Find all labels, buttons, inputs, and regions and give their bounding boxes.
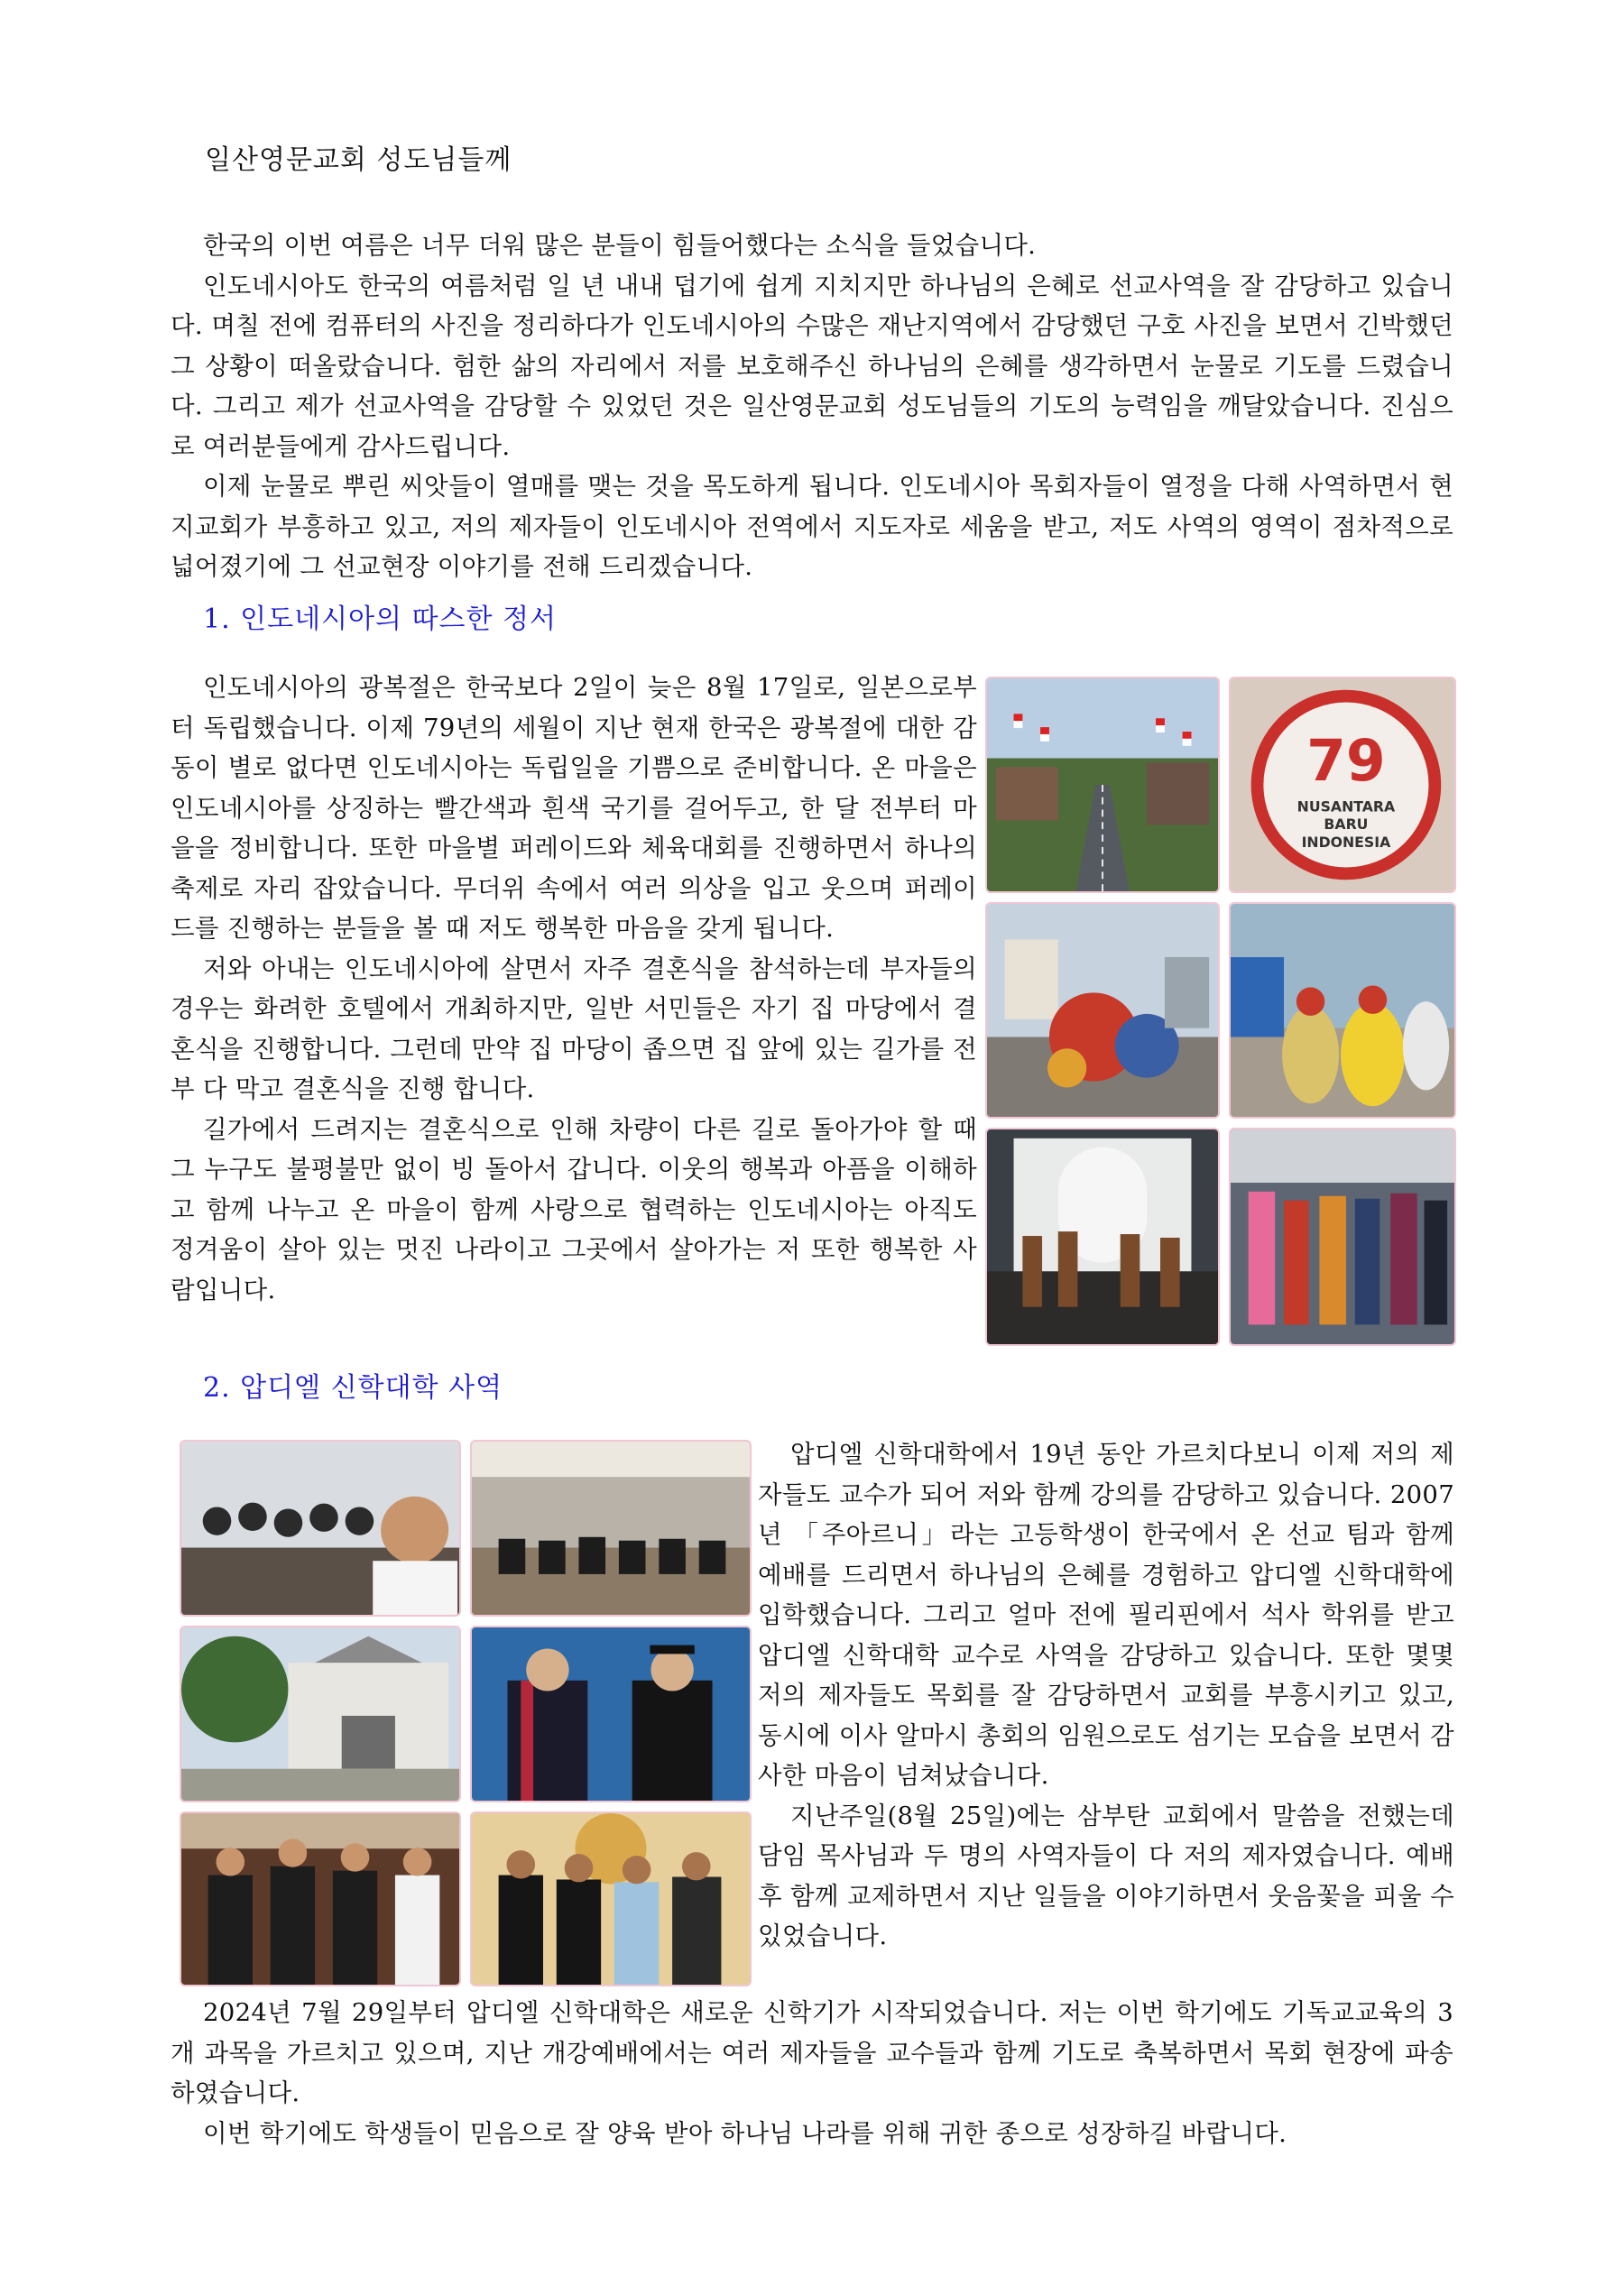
closing-text <box>171 1993 1453 2153</box>
kneeling-ceremony-photo <box>470 1440 752 1617</box>
closing-paragraph: 이번 학기에도 학생들이 믿음으로 잘 양육 받아 하나님 나라를 위해 귀한 종으로 성장하길 바랍니다. <box>203 2118 1287 2148</box>
section-2-paragraph: 지난주일(8월 25일)에는 삼부탄 교회에서 말씀을 전했는데 담임 목사님과 두 명의 사역자들이 다 저의 제자였습니다. 예배 후 함께 교제하면서 지난 일들을 이야기하면서 웃음꽃을 피울 수 있었습니다. <box>758 1801 1454 1950</box>
section-1-paragraph: 인도네시아의 광복절은 한국보다 2일이 늦은 8월 17일로, 일본으로부터 독립했습니다. 이제 79년의 세월이 지난 현재 한국은 광복절에 대한 감동이 별로 없다면 인도네시아는 독립일을 기쁨으로 준비합니다. 온 마을은 인도네시아를 상징하는 빨간색과 흰색 국기를 걸어두고, 한 달 전부터 마을을 정비합니다. 또한 마을별 퍼레이드와 체육대회를 진행하면서 하나의 축제로 자리 잡았습니다. 무더위 속에서 여러 의상을 입고 웃으며 퍼레이드를 진행하는 분들을 볼 때 저도 행복한 마음을 갖게 됩니다. <box>171 673 977 943</box>
wedding-guests-photo <box>1229 1128 1456 1346</box>
church-group-photo <box>180 1811 461 1986</box>
pastors-group-photo <box>470 1811 752 1986</box>
intro-paragraph: 한국의 이번 여름은 너무 더워 많은 분들이 힘들어했다는 소식을 들었습니다. <box>203 231 1037 260</box>
intro-text <box>171 226 1453 587</box>
village-street-flags-photo <box>985 677 1220 893</box>
parade-dancers-photo <box>1229 902 1456 1119</box>
students-selfie-photo <box>180 1440 461 1617</box>
graduation-gowns-photo <box>470 1626 752 1802</box>
section-2-text <box>758 1434 1454 1957</box>
intro-paragraph: 인도네시아도 한국의 여름처럼 일 년 내내 덥기에 쉽게 지치지만 하나님의 은혜로 선교사역을 잘 감당하고 있습니다. 며칠 전에 컴퓨터의 사진을 정리하다가 인도네시아의 수많은 재난지역에서 감당했던 구호 사진을 보면서 긴박했던 그 상황이 떠올랐습니다. 험한 삶의 자리에서 저를 보호해주신 하나님의 은혜를 생각하면서 눈물로 기도를 드렸습니다. 그리고 제가 선교사역을 감당할 수 있었던 것은 일산영문교회 성도님들의 기도의 능력임을 깨달았습니다. 진심으로 여러분들에게 감사드립니다. <box>171 271 1453 461</box>
wedding-stage-photo <box>985 1128 1220 1346</box>
logo-text-line: BARU <box>1324 816 1369 834</box>
nusantara-79-logo-photo <box>1229 677 1456 893</box>
logo-text-line: INDONESIA <box>1301 833 1391 851</box>
logo-number: 79 <box>1306 728 1386 795</box>
seminary-photo-collage <box>180 1440 752 1986</box>
section-1-heading: 1. 인도네시아의 따스한 정서 <box>203 604 558 635</box>
logo-text-line: NUSANTARA <box>1296 797 1396 816</box>
section-2-heading: 2. 압디엘 신학대학 사역 <box>203 1372 503 1404</box>
letter-greeting: 일산영문교회 성도님들께 <box>205 144 512 176</box>
section-1-paragraph: 저와 아내는 인도네시아에 살면서 자주 결혼식을 참석하는데 부자들의 경우는 화려한 호텔에서 개최하지만, 일반 서민들은 자기 집 마당에서 결혼식을 진행합니다. 그런데 만약 집 마당이 좁으면 집 앞에 있는 길가를 전부 다 막고 결혼식을 진행 합니다. <box>171 954 977 1103</box>
parade-costume-photo <box>985 902 1220 1119</box>
independence-photo-collage <box>985 677 1456 1346</box>
closing-paragraph: 2024년 7월 29일부터 압디엘 신학대학은 새로운 신학기가 시작되었습니다. 저는 이번 학기에도 기독교교육의 3개 과목을 가르치고 있으며, 지난 개강예배에서는 여러 제자들을 교수들과 함께 기도로 축복하면서 목회 현장에 파송하였습니다. <box>171 1998 1453 2107</box>
section-1-paragraph: 길가에서 드려지는 결혼식으로 인해 차량이 다른 길로 돌아가야 할 때 그 누구도 불평불만 없이 빙 돌아서 갑니다. 이웃의 행복과 아픔을 이해하고 함께 나누고 온 마을이 함께 사랑으로 협력하는 인도네시아는 아직도 정겨움이 살아 있는 멋진 나라이고 그곳에서 살아가는 저 또한 행복한 사람입니다. <box>171 1114 977 1304</box>
section-1-text <box>171 668 977 1310</box>
section-2-paragraph: 압디엘 신학대학에서 19년 동안 가르치다보니 이제 저의 제자들도 교수가 되어 저와 함께 강의를 감당하고 있습니다. 2007년 「주아르니」라는 고등학생이 한국에서 온 선교 팀과 함께 예배를 드리면서 하나님의 은혜를 경험하고 압디엘 신학대학에 입학했습니다. 그리고 얼마 전에 필리핀에서 석사 학위를 받고 압디엘 신학대학 교수로 사역을 감당하고 있습니다. 또한 몇몇 저의 제자들도 목회를 잘 감당하면서 교회를 부흥시키고 있고, 동시에 이사 알마시 총회의 임원으로도 섬기는 모습을 보면서 감사한 마음이 넘쳐났습니다. <box>758 1440 1454 1790</box>
seminary-building-photo <box>180 1626 461 1802</box>
intro-paragraph: 이제 눈물로 뿌린 씨앗들이 열매를 맺는 것을 목도하게 됩니다. 인도네시아 목회자들이 열정을 다해 사역하면서 현지교회가 부흥하고 있고, 저의 제자들이 인도네시아 전역에서 지도자로 세움을 받고, 저도 사역의 영역이 점차적으로 넓어졌기에 그 선교현장 이야기를 전해 드리겠습니다. <box>171 472 1453 581</box>
